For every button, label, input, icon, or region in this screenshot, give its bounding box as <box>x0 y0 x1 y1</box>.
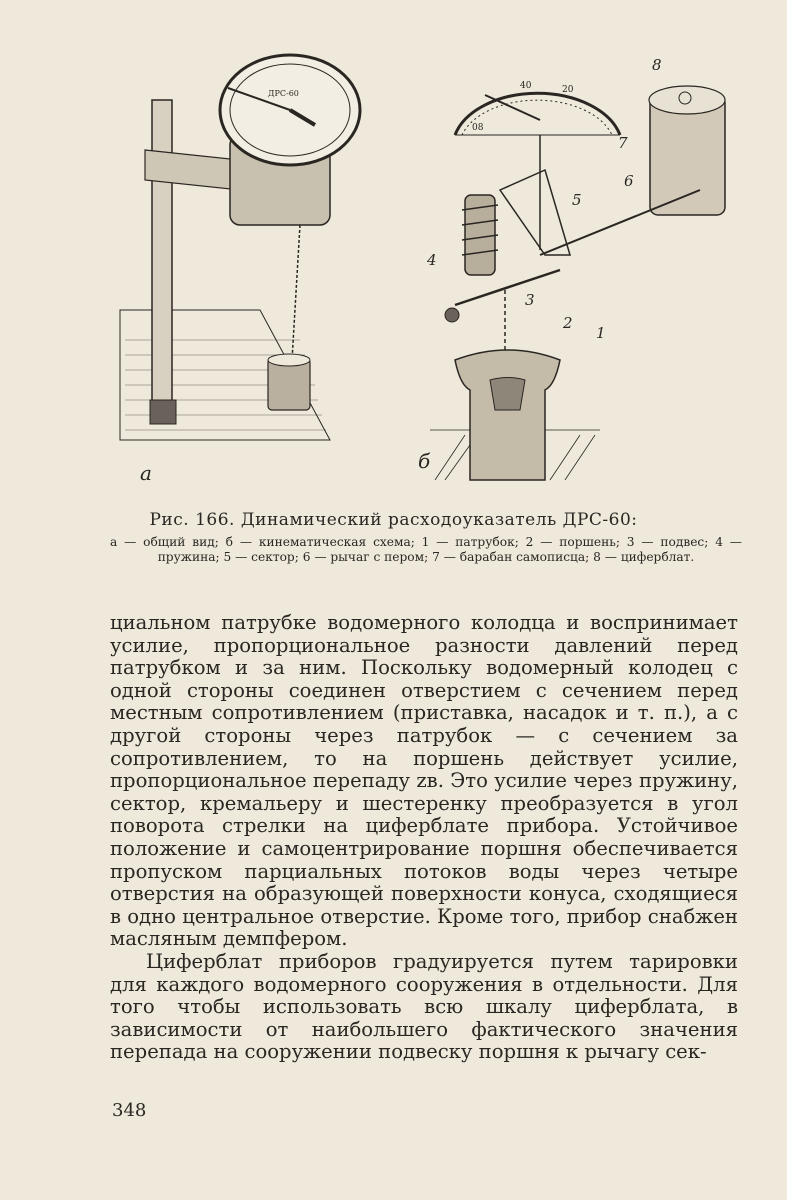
callout-labels <box>426 56 662 342</box>
callout-2: 2 <box>563 314 573 332</box>
callout-8: 8 <box>652 56 662 74</box>
panel-label-b: б <box>418 449 431 473</box>
dial-number-20: 20 <box>562 85 574 95</box>
callout-6: 6 <box>624 172 634 190</box>
callout-3: 3 <box>525 291 535 309</box>
figure-drawing <box>100 40 740 500</box>
figure-166 <box>100 40 740 500</box>
paragraph: Циферблат приборов градуируется путем тарировки для каждого водомерного сооружения в отдельности. Для того чтобы использовать всю шкалу циферблата, в зависимости от наибольшего фактического значения перепада на сооружении подвеску поршня к рычагу сек- <box>110 949 738 1064</box>
dial-label: ДРС-60 <box>268 89 299 98</box>
dial-number-08: 08 <box>472 123 484 133</box>
figure-caption-title: Рис. 166. Динамический расходоуказатель ДРС-60: <box>149 510 638 530</box>
callout-5: 5 <box>572 191 582 209</box>
callout-7: 7 <box>618 134 628 152</box>
general-view-illustration <box>120 55 360 440</box>
page-number: 348 <box>112 1100 147 1121</box>
callout-1: 1 <box>596 324 606 342</box>
figure-caption-legend: а — общий вид; б — кинематическая схема; 1 — патрубок; 2 — поршень; 3 — подвес; 4 — пружина; 5 — сектор; 6 — рычаг с пером; 7 — барабан самописца; 8 — циферблат. <box>110 535 742 564</box>
body-text <box>110 612 738 1064</box>
paragraph: циальном патрубке водомерного колодца и воспринимает усилие, пропорциональное разности давлений перед патрубком и за ним. Поскольку водомерный колодец с одной стороны соединен отверстием с сечением перед местным сопротивлением (приставка, насадок и т. п.), а с другой стороны через патрубок — с сечением за сопротивлением, то на поршень действует усилие, пропорциональное перепаду zв. Это усилие через пружину, сектор, кремальеру и шестеренку преобразуется в угол поворота стрелки на циферблате прибора. Устойчивое положение и самоцентрирование поршня обеспечивается пропуском парциальных потоков воды через четыре отверстия на образующей поверхности конуса, сходящиеся в одно центральное отверстие. Кроме того, прибор снабжен масляным демпфером. <box>110 611 738 951</box>
dial-number-40: 40 <box>520 81 532 91</box>
callout-4: 4 <box>427 251 437 269</box>
kinematic-scheme-illustration <box>430 81 725 480</box>
panel-label-a: а <box>140 461 152 485</box>
